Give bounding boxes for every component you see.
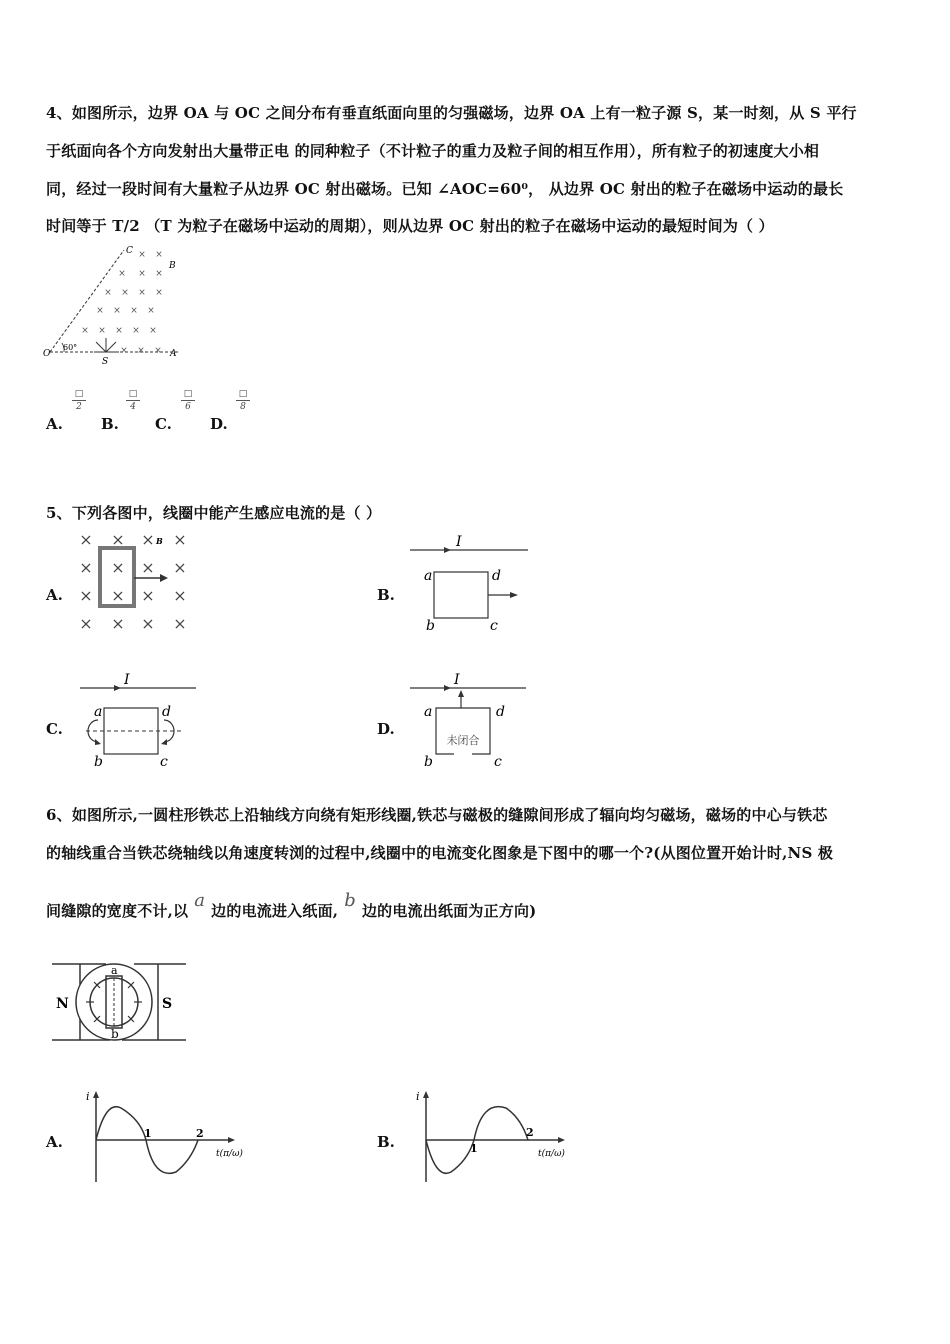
svg-text:×: × (141, 530, 155, 549)
q5b-current-label: I (456, 534, 462, 550)
svg-text:×: × (138, 288, 146, 298)
q6-graph-b-ylabel: i (416, 1090, 420, 1103)
svg-text:×: × (173, 530, 187, 549)
svg-text:×: × (111, 586, 125, 605)
q5d-current-label: I (454, 672, 460, 688)
q4-option-a[interactable]: A. (46, 415, 63, 433)
q5b-label-d: d (492, 568, 501, 584)
svg-text:×: × (138, 269, 146, 279)
q6-label-a: a (111, 964, 118, 977)
q6-graph-b-xlabel: t(π/ω) (538, 1149, 565, 1159)
q6-option-b[interactable]: B. (377, 1133, 395, 1151)
svg-text:×: × (154, 346, 162, 356)
q4-option-a-fraction: □ 2 (72, 389, 86, 413)
q5d-label-c: c (494, 754, 502, 770)
q6-symbol-a: a (194, 890, 206, 911)
q6-line-2: 的轴线重合当铁芯绕轴线以角速度转浏的过程中,线圈中的电流变化图象是下图中的哪一个?(从图位置开始计时,NS 极 (46, 844, 834, 862)
q4-option-c-fraction: □ 6 (181, 389, 195, 413)
svg-text:×: × (121, 288, 129, 298)
svg-text:×: × (79, 530, 93, 549)
q4-magnetic-field-figure (40, 240, 200, 370)
svg-text:×: × (120, 346, 128, 356)
q4-label-c: C (126, 246, 133, 256)
svg-text:×: × (155, 269, 163, 279)
q5c-label-a: a (94, 704, 103, 720)
q5a-b-label: B (156, 536, 163, 546)
q5d-label-a: a (424, 704, 433, 720)
q4-label-a: A (170, 349, 177, 359)
svg-text:×: × (141, 558, 155, 577)
q6-line-1: 6、如图所示,一圆柱形铁芯上沿轴线方向绕有矩形线圈,铁芯与磁极的缝隙间形成了辐向均匀磁场，磁场的中心与铁芯 (46, 806, 828, 824)
svg-text:×: × (111, 558, 125, 577)
svg-text:×: × (173, 558, 187, 577)
q4-label-o: O (43, 349, 51, 359)
q5-figure-b (408, 532, 538, 632)
q6-symbol-b: b (344, 890, 356, 911)
q6-graph-a-tick-1: 1 (144, 1127, 152, 1140)
svg-text:×: × (104, 288, 112, 298)
svg-text:×: × (81, 326, 89, 336)
q4-angle-label: 60° (63, 343, 78, 352)
svg-text:×: × (113, 306, 121, 316)
q5c-label-c: c (160, 754, 168, 770)
q4-option-d[interactable]: D. (210, 415, 228, 433)
svg-text:×: × (98, 326, 106, 336)
q6-graph-b-tick-1: 1 (470, 1142, 478, 1155)
svg-text:×: × (173, 586, 187, 605)
q5b-label-b: b (426, 618, 435, 634)
q4-option-b-fraction: □ 4 (126, 389, 140, 413)
svg-text:×: × (132, 326, 140, 336)
q5-option-b[interactable]: B. (377, 586, 395, 604)
q5-option-a[interactable]: A. (46, 586, 63, 604)
q6-graph-a (86, 1090, 266, 1190)
q5-figure-c (78, 668, 203, 774)
svg-text:×: × (96, 306, 104, 316)
q6-pole-s: S (162, 996, 173, 1012)
q6-graph-b (416, 1090, 596, 1190)
q6-graph-a-ylabel: i (86, 1090, 90, 1103)
q4-label-b: B (169, 261, 176, 271)
svg-text:×: × (79, 558, 93, 577)
svg-text:×: × (118, 269, 126, 279)
q6-pole-n: N (56, 996, 69, 1012)
q5d-box-text: 未闭合 (446, 734, 480, 747)
q5d-label-b: b (424, 754, 433, 770)
svg-text:×: × (130, 306, 138, 316)
q5-figure-a (76, 528, 196, 638)
q6-graph-a-tick-2: 2 (196, 1127, 204, 1140)
svg-text:×: × (173, 614, 187, 633)
q5-stem: 5、下列各图中，线圈中能产生感应电流的是（ ） (46, 504, 382, 522)
svg-text:×: × (149, 326, 157, 336)
q6-label-b: b (111, 1027, 119, 1041)
q6-graph-b-tick-2: 2 (526, 1126, 534, 1139)
svg-text:×: × (155, 250, 163, 260)
q4-line-2: 于纸面向各个方向发射出大量带正电 的同种粒子（不计粒子的重力及粒子间的相互作用），所有粒子的初速度大小相 (46, 142, 820, 160)
svg-text:×: × (79, 614, 93, 633)
svg-text:×: × (137, 346, 145, 356)
svg-text:×: × (111, 614, 125, 633)
q6-graph-a-xlabel: t(π/ω) (216, 1149, 243, 1159)
q4-label-s: S (102, 357, 109, 367)
svg-text:×: × (155, 288, 163, 298)
q6-motor-figure (50, 958, 190, 1048)
q5c-label-d: d (162, 704, 171, 720)
q4-option-c[interactable]: C. (155, 415, 172, 433)
q4-line-4: 时间等于 T/2 （T 为粒子在磁场中运动的周期），则从边界 OC 射出的粒子在磁场中运动的最短时间为（ ） (46, 217, 774, 235)
q4-line-3: 同，经过一段时间有大量粒子从边界 OC 射出磁场。已知 ∠AOC=60⁰， 从边界 OC 射出的粒子在磁场中运动的最长 (46, 180, 844, 198)
q5b-label-c: c (490, 618, 498, 634)
q4-option-d-fraction: □ 8 (236, 389, 250, 413)
svg-text:×: × (138, 250, 146, 260)
svg-text:×: × (111, 530, 125, 549)
q5b-label-a: a (424, 568, 433, 584)
svg-text:×: × (115, 326, 123, 336)
q5-option-d[interactable]: D. (377, 720, 395, 738)
svg-text:×: × (141, 586, 155, 605)
svg-text:×: × (79, 586, 93, 605)
q5c-label-b: b (94, 754, 103, 770)
q5-option-c[interactable]: C. (46, 720, 63, 738)
q6-line-3: 间缝隙的宽度不计,以 a 边的电流进入纸面, b 边的电流出纸面为正方向) (46, 890, 537, 920)
q5d-label-d: d (496, 704, 505, 720)
svg-text:×: × (141, 614, 155, 633)
q4-line-1: 4、如图所示，边界 OA 与 OC 之间分布有垂直纸面向里的匀强磁场，边界 OA 上有一粒子源 S，某一时刻，从 S 平行 (46, 104, 857, 122)
q6-option-a[interactable]: A. (46, 1133, 63, 1151)
q4-option-b[interactable]: B. (101, 415, 119, 433)
q5-figure-d (408, 668, 538, 774)
svg-text:×: × (147, 306, 155, 316)
q5c-current-label: I (124, 672, 130, 688)
